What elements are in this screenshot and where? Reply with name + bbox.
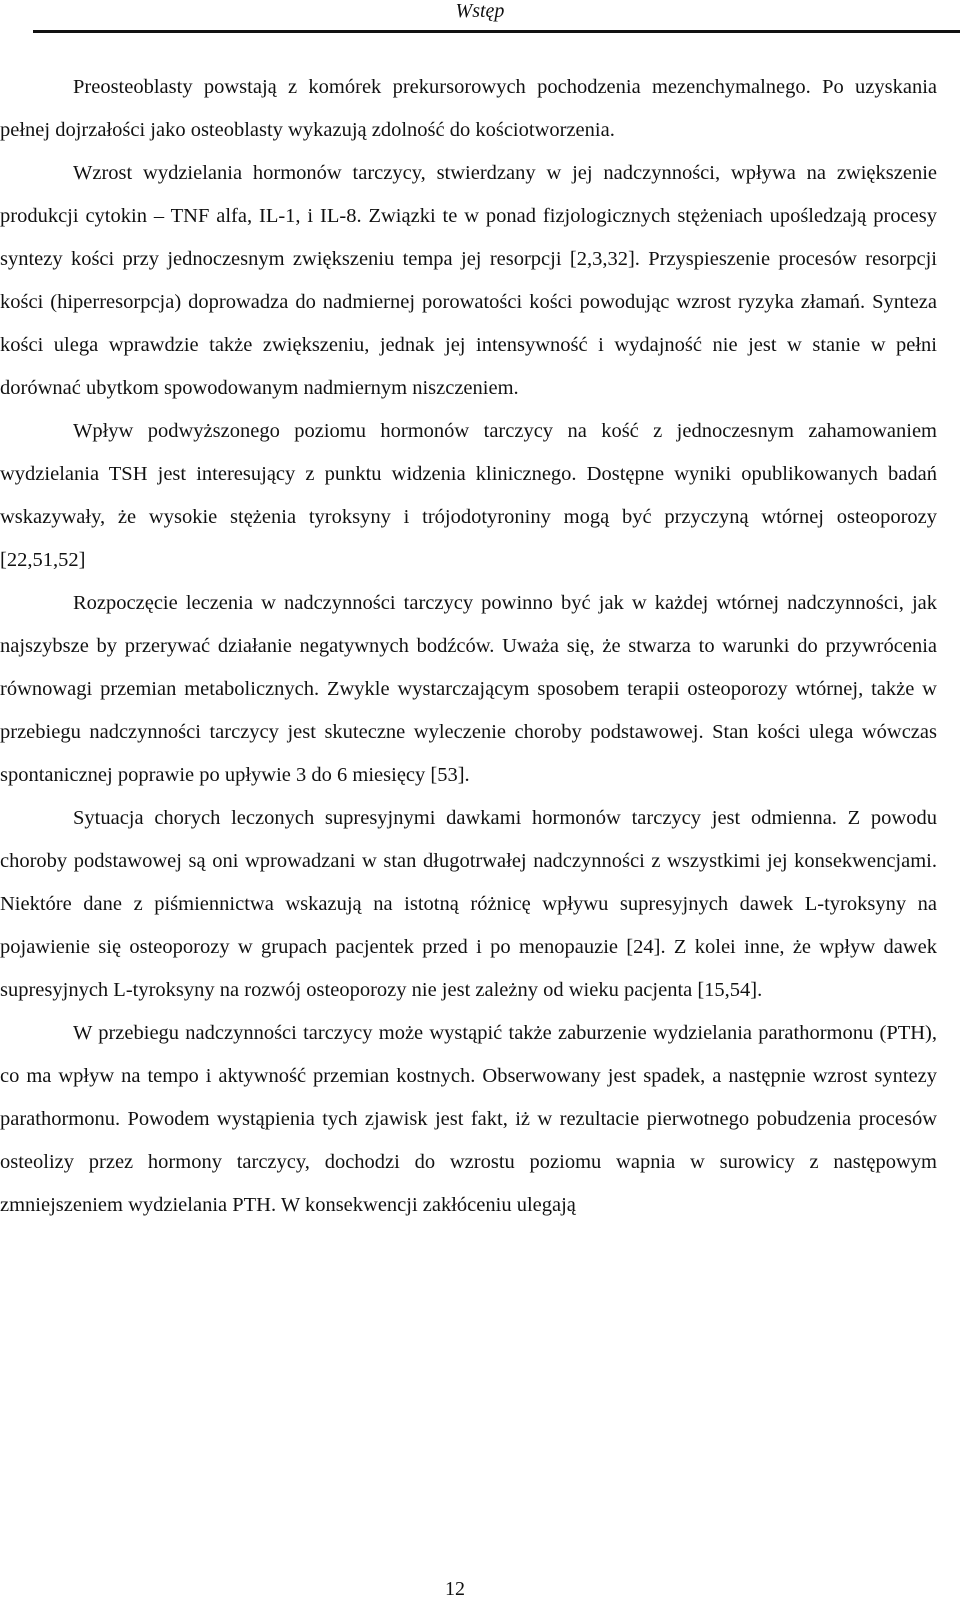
page-number: 12 [445,1578,465,1600]
paragraph-preosteoblasts: Preosteoblasty powstają z komórek prekursorowych pochodzenia mezenchymalnego. Po uzyskania pełnej dojrzałości jako osteoblasty wykazują zdolność do kościotworzenia. [0,76,937,141]
paragraph-thyroid-hormones: Wzrost wydzielania hormonów tarczycy, stwierdzany w jej nadczynności, wpływa na zwiększenie produkcji cytokin – TNF alfa, IL-1, i IL-8. Związki te w ponad fizjologicznych stężeniach upośledzają procesy syntezy kości przy jednoczesnym zwiększeniu tempa jej resorpcji [2,3,32]. Przyspieszenie procesów resorpcji kości (hiperresorpcja) doprowadza do nadmiernej porowatości kości powodując wzrost ryzyka złamań. Synteza kości ulega wprawdzie także zwiększeniu, jednak jej intensywność i wydajność nie jest w stanie w pełni dorównać ubytkom spowodowanym nadmiernym niszczeniem. [0,162,937,399]
running-header-title: Wstęp [455,0,505,22]
paragraph-suppressive-doses: Sytuacja chorych leczonych supresyjnymi dawkami hormonów tarczycy jest odmienna. Z powodu choroby podstawowej są oni wprowadzani w stan długotrwałej nadczynności z wszystkimi jej konsekwencjami. Niektóre dane z piśmiennictwa wskazują na istotną różnicę wpływu supresyjnych dawek L-tyroksyny na pojawienie się osteoporozy w grupach pacjentek przed i po menopauzie [24]. Z kolei inne, że wpływ dawek supresyjnych L-tyroksyny na rozwój osteoporozy nie jest zależny od wieku pacjenta [15,54]. [0,807,937,1001]
paragraph-treatment: Rozpoczęcie leczenia w nadczynności tarczycy powinno być jak w każdej wtórnej nadczynności, jak najszybsze by przerywać działanie negatywnych bodźców. Uważa się, że stwarza to warunki do przywrócenia równowagi przemian metabolicznych. Zwykle wystarczającym sposobem terapii osteoporozy wtórnej, także w przebiegu nadczynności tarczycy jest skuteczne wyleczenie choroby podstawowej. Stan kości ulega wówczas spontanicznej poprawie po upływie 3 do 6 miesięcy [53]. [0,592,937,786]
paragraph-parathormone: W przebiegu nadczynności tarczycy może wystąpić także zaburzenie wydzielania parathormonu (PTH), co ma wpływ na tempo i aktywność przemian kostnych. Obserwowany jest spadek, a następnie wzrost syntezy parathormonu. Powodem wystąpienia tych zjawisk jest fakt, iż w rezultacie pierwotnego pobudzenia procesów osteolizy przez hormony tarczycy, dochodzi do wzrostu poziomu wapnia w surowicy z następowym zmniejszeniem wydzielania PTH. W konsekwencji zakłóceniu ulegają [0,1022,937,1216]
document-body [0,66,937,1227]
header-divider [33,30,960,33]
page-header [0,0,960,34]
paragraph-tsh-suppression: Wpływ podwyższonego poziomu hormonów tarczycy na kość z jednoczesnym zahamowaniem wydzielania TSH jest interesujący z punktu widzenia klinicznego. Dostępne wyniki opublikowanych badań wskazywały, że wysokie stężenia tyroksyny i trójodotyroniny mogą być przyczyną wtórnej osteoporozy [22,51,52] [0,420,937,571]
